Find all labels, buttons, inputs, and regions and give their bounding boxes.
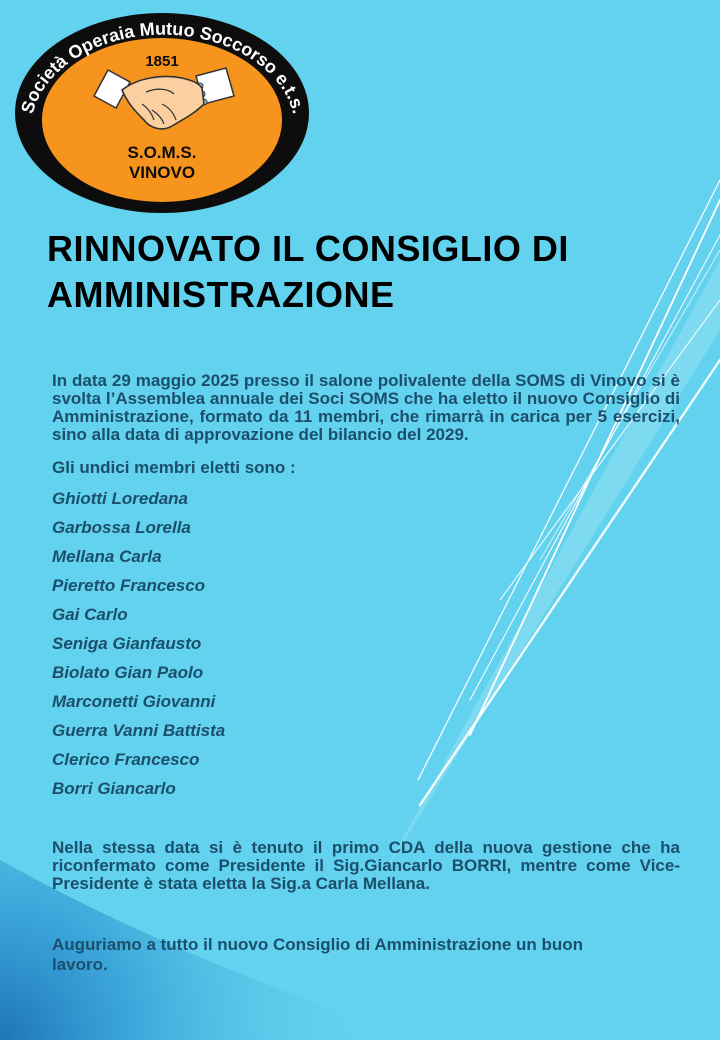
member-name: Ghiotti Loredana bbox=[52, 489, 188, 508]
logo-line1: S.O.M.S. bbox=[127, 143, 197, 162]
members-list bbox=[52, 484, 680, 803]
member-name: Marconetti Giovanni bbox=[52, 692, 216, 711]
member-name: Gai Carlo bbox=[52, 605, 128, 624]
cda-paragraph: Nella stessa data si è tenuto il primo CDA della nuova gestione che ha riconfermato come Presidente il Sig.Giancarlo BORRI, mentre come Vice-Presidente è stata eletta la Sig.a Carla Mellana. bbox=[52, 838, 680, 893]
member-name: Mellana Carla bbox=[52, 547, 162, 566]
member-name: Guerra Vanni Battista bbox=[52, 721, 226, 740]
logo-year: 1851 bbox=[145, 53, 179, 70]
soms-logo bbox=[12, 8, 312, 213]
member-name: Seniga Gianfausto bbox=[52, 634, 202, 653]
member-name: Pieretto Francesco bbox=[52, 576, 206, 595]
logo-line2: VINOVO bbox=[128, 163, 196, 182]
member-name: Clerico Francesco bbox=[52, 750, 200, 769]
members-intro: Gli undici membri eletti sono : bbox=[52, 458, 296, 477]
intro-paragraph: In data 29 maggio 2025 presso il salone polivalente della SOMS di Vinovo si è svolta l’Assemblea annuale dei Soci SOMS che ha eletto il nuovo Consiglio di Amministrazione, formato da 11 membri, che rimarrà in carica per 5 esercizi, sino alla data di approvazione del bilancio del 2029. bbox=[52, 371, 680, 444]
announcement-body bbox=[52, 372, 680, 975]
closing-paragraph: Auguriamo a tutto il nuovo Consiglio di Amministrazione un buon lavoro. bbox=[52, 935, 584, 974]
member-name: Biolato Gian Paolo bbox=[52, 663, 204, 682]
member-name: Borri Giancarlo bbox=[52, 779, 176, 798]
logo-arc-text: Società Operaia Mutuo Soccorso e.t.s. bbox=[17, 18, 309, 116]
member-name: Garbossa Lorella bbox=[52, 518, 191, 537]
page-title: RINNOVATO IL CONSIGLIO DI AMMINISTRAZIONE bbox=[47, 228, 569, 315]
